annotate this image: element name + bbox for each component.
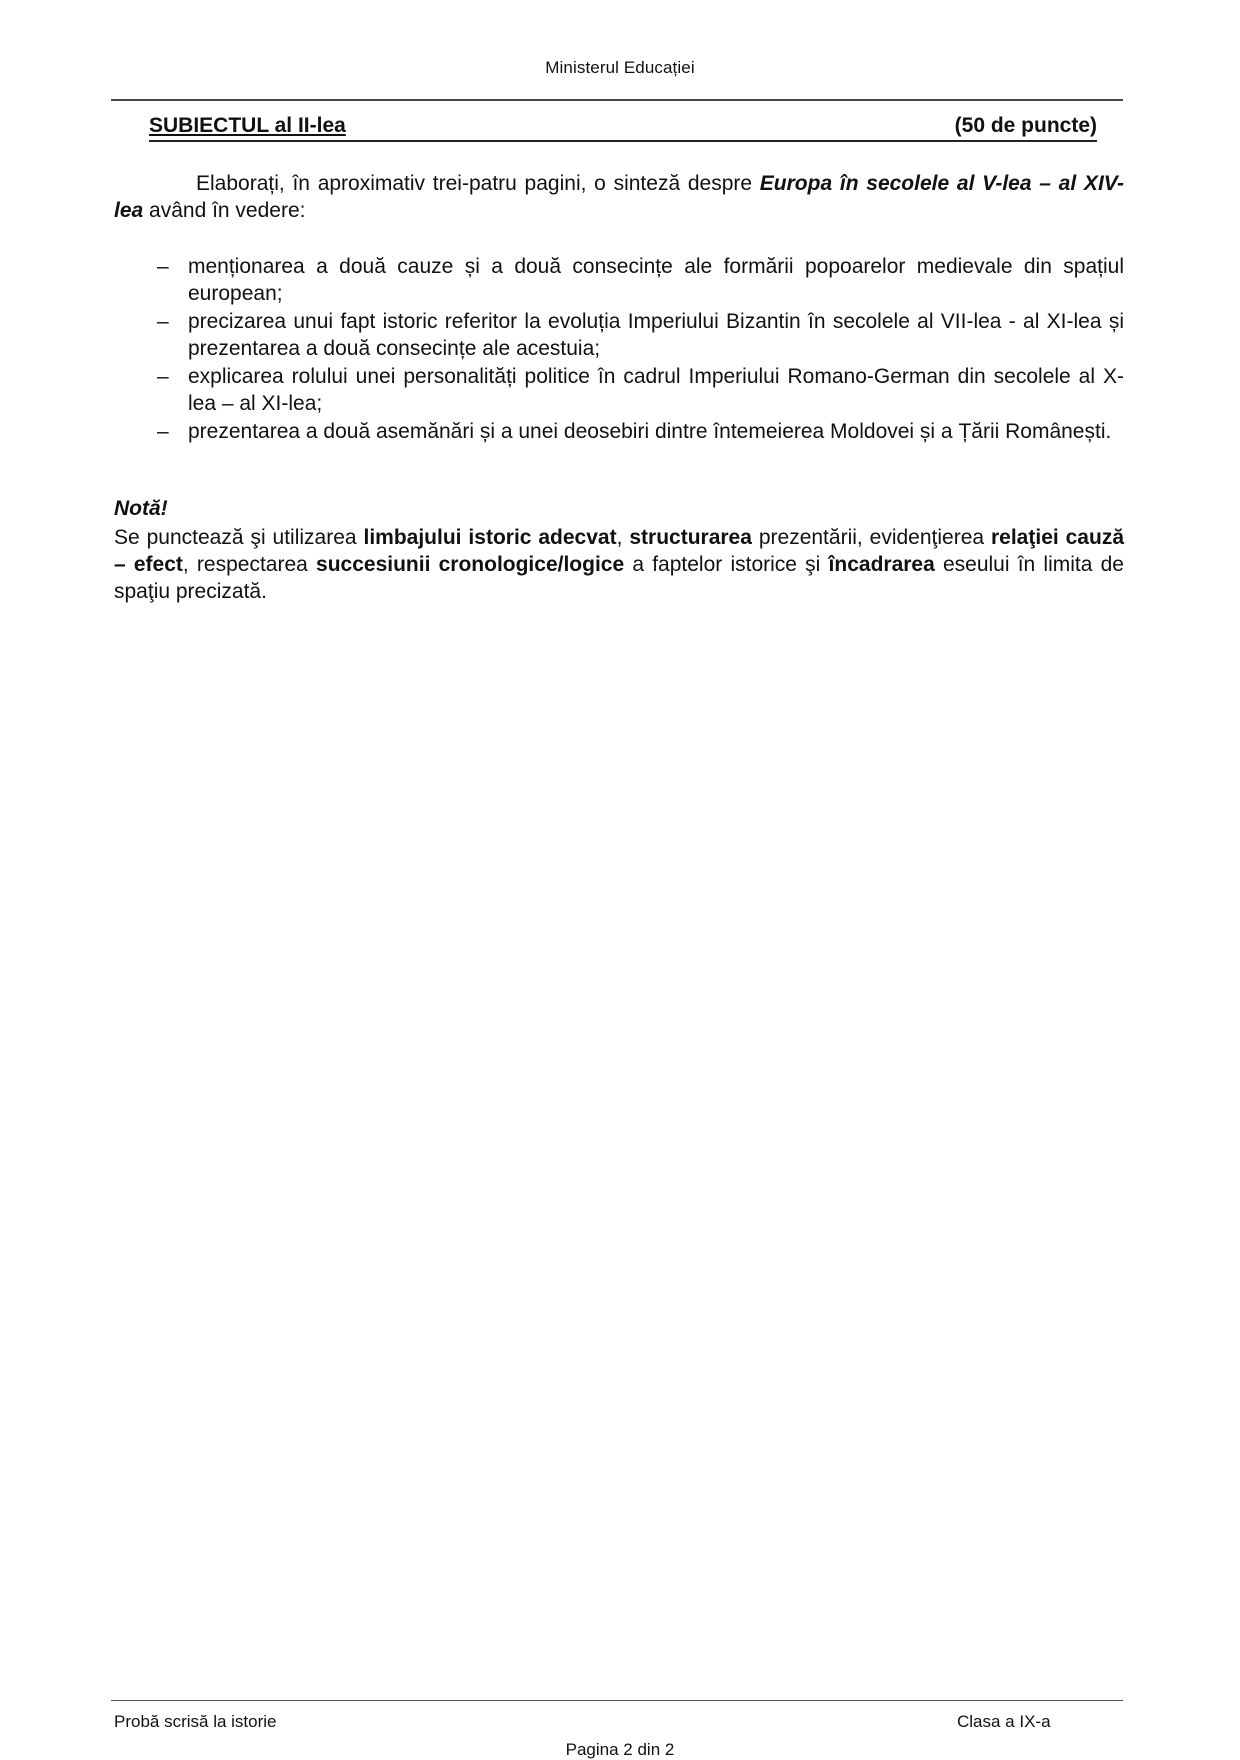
intro-text-end: având în vedere: xyxy=(143,199,306,222)
requirement-text: explicarea rolului unei personalități politice în cadrul Imperiului Romano-German din secolele al X-lea – al XI-lea; xyxy=(188,365,1124,415)
note-body xyxy=(114,524,1124,605)
subject-title: SUBIECTUL al II-lea xyxy=(149,114,346,137)
bullet-dash: – xyxy=(157,420,169,443)
note-emphasis: succesiunii cronologice/logice xyxy=(316,553,625,576)
page-number: Pagina 2 din 2 xyxy=(565,1740,675,1759)
ministry-header: Ministerul Educației xyxy=(545,58,695,77)
list-item xyxy=(157,253,1124,307)
list-item xyxy=(157,308,1124,362)
intro-text-start: Elaborați, în aproximativ trei-patru pagini, o sinteză despre xyxy=(196,172,760,195)
task-intro xyxy=(114,170,1124,224)
subject-points: (50 de puncte) xyxy=(954,114,1097,137)
note-text: a faptelor istorice şi xyxy=(624,553,829,576)
list-item xyxy=(157,418,1124,445)
footer-divider xyxy=(111,1700,1123,1701)
note-emphasis: relaţiei cauză – efect xyxy=(114,526,1124,576)
subject-heading xyxy=(149,114,1097,142)
bullet-dash: – xyxy=(157,310,169,333)
footer-class: Clasa a IX-a xyxy=(957,1712,1051,1731)
bullet-dash: – xyxy=(157,255,169,278)
requirements-list xyxy=(157,253,1124,446)
note-text: , xyxy=(616,526,630,549)
note-emphasis: limbajului istoric adecvat xyxy=(363,526,617,549)
requirement-text: prezentarea a două asemănări și a unei deosebiri dintre întemeierea Moldovei și a Țării Românești. xyxy=(188,420,1112,443)
list-item xyxy=(157,363,1124,417)
footer-exam-name: Probă scrisă la istorie xyxy=(114,1712,277,1731)
note-text: Se punctează şi utilizarea xyxy=(114,526,364,549)
note-text: prezentării, evidenţierea xyxy=(751,526,991,549)
note-emphasis: încadrarea xyxy=(828,553,935,576)
note-emphasis: structurarea xyxy=(629,526,752,549)
bullet-dash: – xyxy=(157,365,169,388)
requirement-text: precizarea unui fapt istoric referitor la evoluția Imperiului Bizantin în secolele al VII-lea - al XI-lea și prezentarea a două consecințe ale acestuia; xyxy=(188,310,1124,360)
note-text: eseului în limita de spaţiu precizată. xyxy=(114,553,1124,603)
note-title: Notă! xyxy=(114,497,168,520)
header-divider xyxy=(111,99,1123,101)
note-text: , respectarea xyxy=(182,553,317,576)
intro-topic: Europa în secolele al V-lea – al XIV-lea xyxy=(114,172,1124,222)
requirement-text: menționarea a două cauze și a două consecințe ale formării popoarelor medievale din spațiul european; xyxy=(188,255,1124,305)
